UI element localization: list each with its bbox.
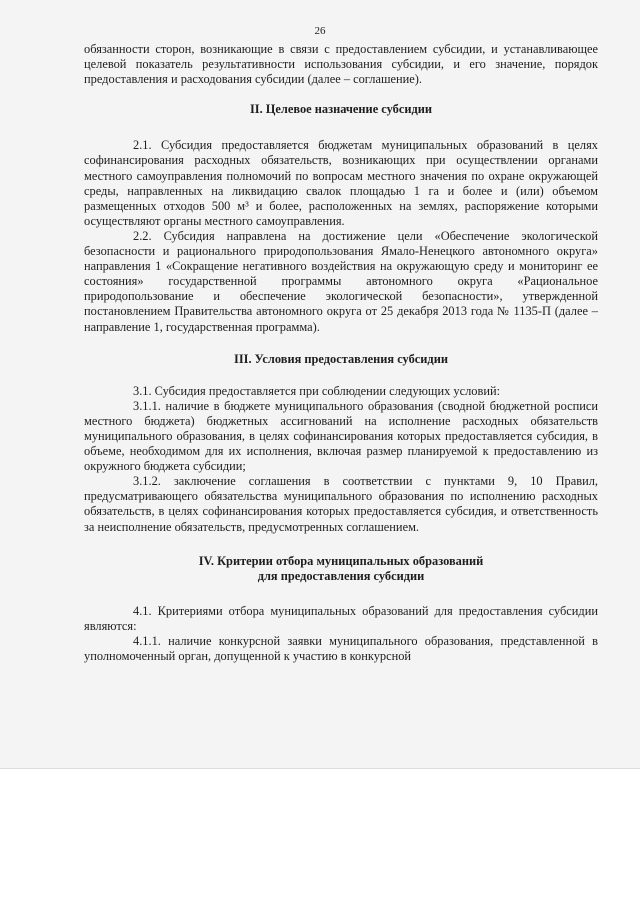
paragraph-4-1: 4.1. Критериями отбора муниципальных образований для предоставления субсидии являются: (84, 603, 598, 633)
page-number: 26 (314, 25, 326, 37)
paragraph-2-2: 2.2. Субсидия направлена на достижение цели «Обеспечение экологической безопасности и рационального природопользования Ямало-Ненецкого автономного округа» направления 1 «Сокращение негативного воздействия на окружающую среду и мониторинг ее состояния» государственной программы автономного округа «Рациональное природопользование и обеспечение экологической безопасности», утвержденной постановлением Правительства автономного округа от 25 декабря 2013 года № 1135-П (далее – направление 1, государственная программа). (84, 228, 598, 334)
section-2-heading: II. Целевое назначение субсидии (249, 102, 433, 117)
section-4-heading-line-2: для предоставления субсидии (257, 568, 425, 583)
document-body (84, 42, 598, 664)
paragraph-2-1: 2.1. Субсидия предоставляется бюджетам муниципальных образований в целях софинансирования расходных обязательств, возникающих при осуществлении органами местного самоуправления полномочий по вопросам местного значения по охране окружающей среды, направленных на ликвидацию свалок площадью 1 га и более и (или) объемом размещенных отходов 500 м³ и более, расположенных на землях, распоряжение которыми осуществляют органы местного самоуправления. (84, 138, 598, 228)
paragraph-4-1-1: 4.1.1. наличие конкурсной заявки муниципального образования, представленной в уполномоченный орган, допущенной к участию в конкурсной (84, 634, 598, 664)
paragraph-3-1-1: 3.1.1. наличие в бюджете муниципального образования (сводной бюджетной росписи местного бюджета) бюджетных ассигнований на исполнение расходных обязательств муниципального образования, в целях софинансирования которых предоставляется субсидия, в объеме, необходимом для их исполнения, включая размер планируемой к предоставлению из окружного бюджета субсидии; (84, 398, 598, 474)
paragraph-3-1: 3.1. Субсидия предоставляется при соблюдении следующих условий: (133, 383, 501, 398)
intro-paragraph: обязанности сторон, возникающие в связи с предоставлением субсидии, и устанавливающее целевой показатель результативности использования субсидии, и его значение, порядок предоставления и расходования субсидии (далее – соглашение). (84, 42, 598, 87)
paragraph-3-1-2: 3.1.2. заключение соглашения в соответствии с пунктами 9, 10 Правил, предусматривающего обязательства муниципального образования по исполнению расходных обязательств, в целях софинансирования которых предоставляется субсидия, и ответственность за неисполнение обязательств, предусмотренных соглашением. (84, 474, 598, 534)
section-4-heading (84, 554, 598, 584)
section-3-heading: III. Условия предоставления субсидии (234, 351, 448, 366)
section-4-heading-line-1: IV. Критерии отбора муниципальных образований (198, 553, 484, 568)
